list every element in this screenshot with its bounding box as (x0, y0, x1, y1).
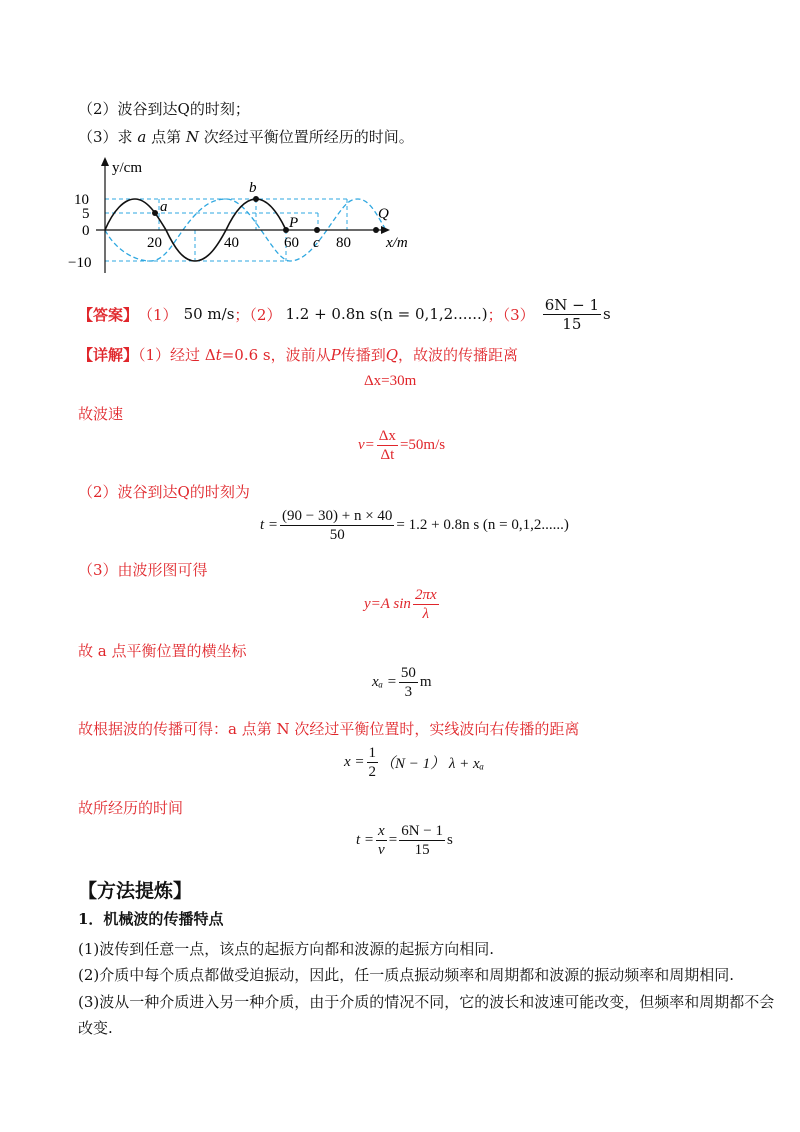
x-tick-40: 40 (224, 235, 239, 251)
equation-elapsed-time: t = $\frac{x}{v}$ = $\frac{6N - 1}{15}$ s (356, 823, 453, 858)
explain-line-7: 故所经历的时间 (78, 799, 184, 817)
explain-line-5: 故 a 点平衡位置的横坐标 (78, 642, 247, 660)
point-c-label: c (313, 235, 320, 251)
equation-dx: Δx=30m (364, 373, 417, 389)
point-c-dot (314, 227, 320, 233)
point-b-dot (253, 196, 259, 202)
point-P-label: P (289, 215, 299, 231)
point-Q-label: Q (378, 206, 389, 222)
equation-velocity: v= $\frac{\Delta x}{\Delta t}$ =50m/s (358, 428, 446, 463)
question-3: （3）求 a 点第 N 次经过平衡位置所经历的时间。 (78, 128, 414, 146)
method-title: 【方法提炼】 (78, 880, 193, 902)
point-a-label: a (160, 199, 168, 215)
explain-line-6: 故根据波的传播可得：a 点第 N 次经过平衡位置时，实线波向右传播的距离 (78, 720, 580, 738)
point-b-label: b (249, 180, 257, 196)
point-a-dot (152, 210, 158, 216)
method-subtitle: 1．机械波的传播特点 (78, 910, 224, 928)
question-2: （2）波谷到达Q的时刻； (78, 100, 250, 118)
explain-line-4: （3）由波形图可得 (78, 561, 208, 579)
equation-time-trough: t = $\frac{(90 - 30) + n \times 40}{50}$ = 1.2 + 0.8n s (n = 0,1,2......) (260, 508, 569, 543)
y-axis-arrow (101, 157, 109, 166)
equation-distance: x = $\frac{1}{2}$ （N − 1） λ + xₐ (344, 745, 485, 780)
x-axis-label: x/m (386, 235, 408, 251)
y-tick-neg10: −10 (68, 255, 92, 271)
x-tick-80: 80 (336, 235, 351, 251)
y-tick-0: 0 (82, 223, 90, 239)
method-point-3b: 改变. (78, 1019, 113, 1037)
y-axis-label: y/cm (112, 160, 142, 176)
method-point-1: (1)波传到任意一点，该点的起振方向都和波源的起振方向相同. (78, 940, 495, 958)
equation-xa: xₐ = $\frac{50}{3}$ m (372, 665, 432, 700)
x-tick-60: 60 (284, 235, 299, 251)
axes (96, 161, 386, 273)
y-tick-10: 10 (74, 192, 89, 208)
point-Q-dot (373, 227, 379, 233)
x-tick-20: 20 (147, 235, 162, 251)
method-point-2: (2)介质中每个质点都做受迫振动，因此，任一质点振动频率和周期都和波源的振动频率和周期相同. (78, 966, 735, 984)
explain-line-2: 故波速 (78, 405, 124, 423)
wave-graph (68, 155, 428, 280)
equation-wave: y=A sin $\frac{2\pi x}{\lambda}$ (364, 587, 437, 622)
method-point-3a: (3)波从一种介质进入另一种介质，由于介质的情况不同，它的波长和波速可能改变，但频率和周期都不会 (78, 993, 775, 1011)
y-tick-5: 5 (82, 206, 90, 222)
answer-line: 【答案】 （1） 50 m/s ；（2） 1.2 + 0.8n s(n = 0,1,2......) ；（3） $\frac{6N - 1}{15}$ s (78, 295, 611, 333)
x-axis-arrow (381, 226, 390, 234)
explain-line-1: 【详解】（1）经过 Δt=0.6 s，波前从P传播到Q，故波的传播距离 (78, 346, 519, 364)
explain-line-3: （2）波谷到达Q的时刻为 (78, 483, 250, 501)
